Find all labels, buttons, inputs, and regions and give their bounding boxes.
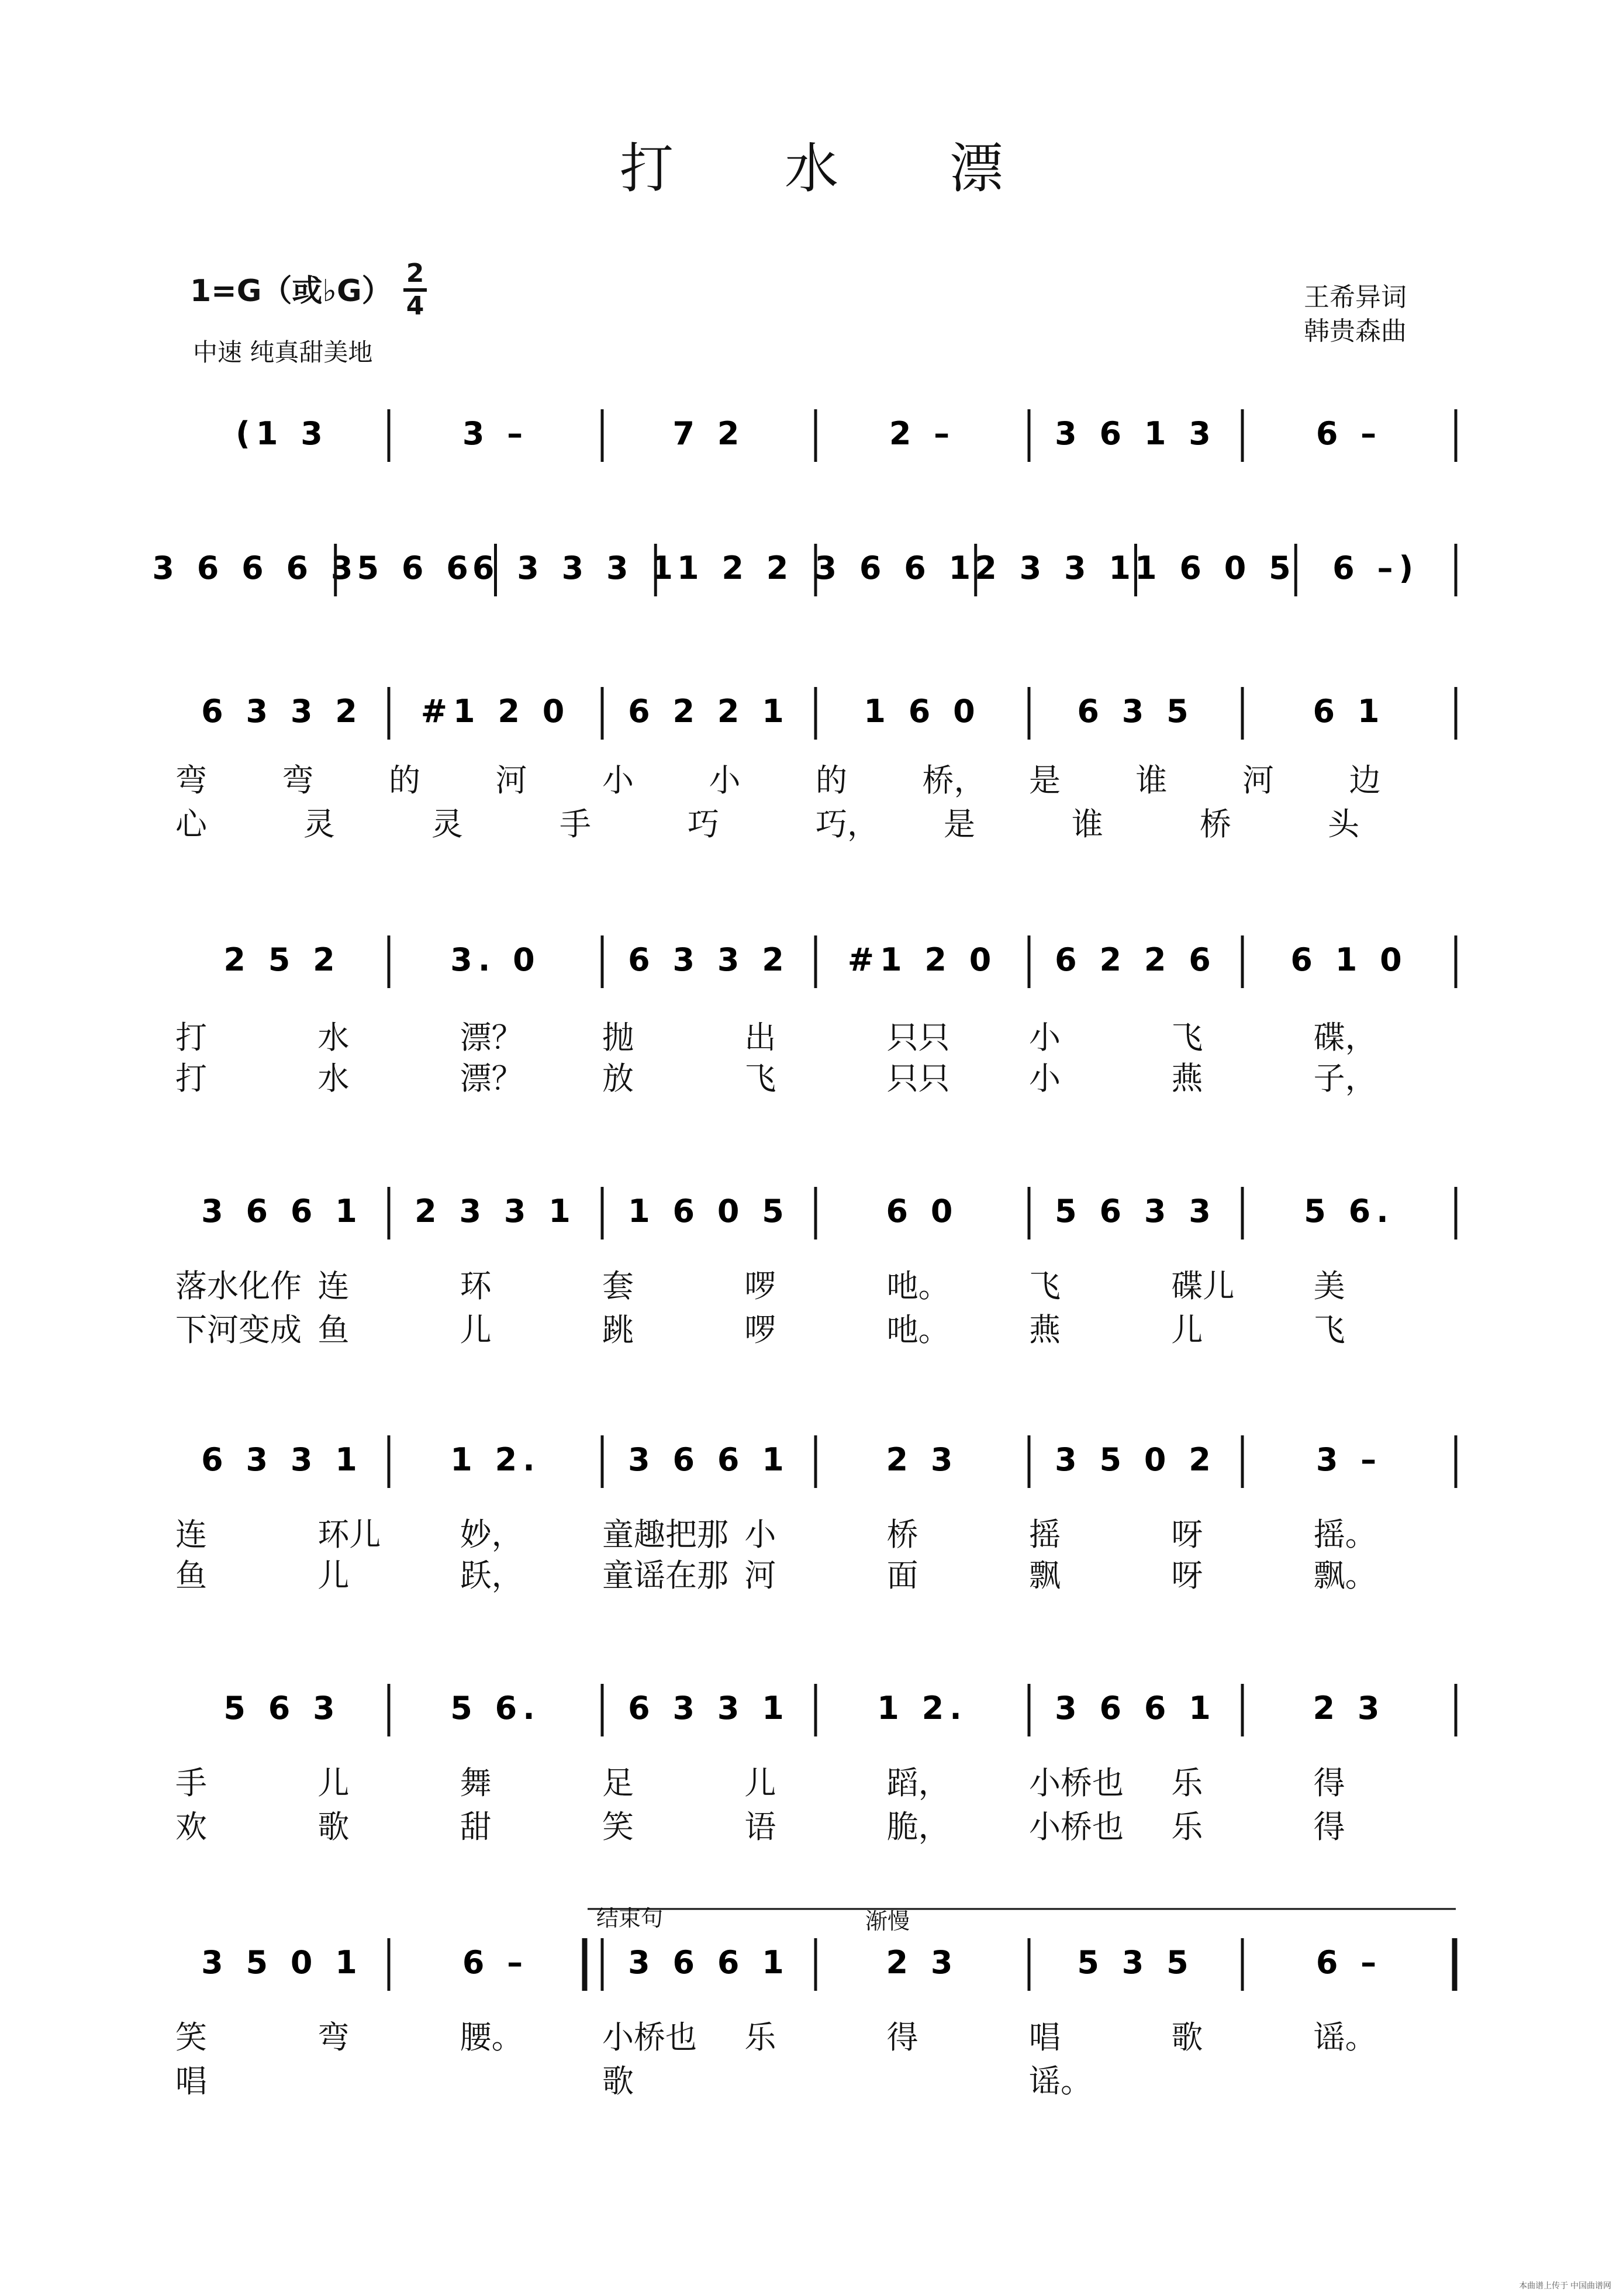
- lyric-word: 足: [602, 1765, 634, 1801]
- measure-notes: 5 6 6: [357, 550, 474, 586]
- measure-notes: 2 3 3 1: [415, 1193, 576, 1230]
- lyric-word: 啰: [744, 1268, 776, 1304]
- lyric-word: 出: [744, 1019, 776, 1056]
- measure-notes: 7 2: [672, 415, 745, 452]
- lyric-word: 小: [1029, 1019, 1061, 1056]
- measure-notes: (1 3: [236, 415, 329, 452]
- measure-notes: 6 1 0: [1290, 941, 1408, 978]
- lyric-word: 河: [744, 1557, 776, 1594]
- lyric-word: 河: [495, 762, 527, 799]
- lyric-word: 儿: [317, 1765, 350, 1801]
- lyric-word: 下河变成: [175, 1311, 302, 1348]
- key-signature: 1=G（或♭G）: [190, 274, 392, 309]
- measure-notes: 5 3 5: [1077, 1944, 1194, 1981]
- lyric-word: 摇。: [1313, 1516, 1377, 1553]
- measure-notes: 1 6 0: [864, 693, 981, 730]
- measure-notes: 6 –: [1315, 1944, 1383, 1981]
- lyric-word: 连: [317, 1268, 350, 1304]
- measure-notes: 6 2 2 6: [1055, 941, 1217, 978]
- lyric-word: 欢: [175, 1808, 207, 1845]
- lyric-line: [0, 1313, 1623, 1354]
- lyric-word: 的: [389, 762, 420, 799]
- lyric-word: 是: [944, 806, 975, 843]
- lyric-word: 童谣在那: [602, 1557, 728, 1594]
- lyric-line: [0, 1269, 1623, 1310]
- lyric-word: 桥: [1200, 806, 1231, 843]
- measure-notes: 2 3 3 1: [975, 550, 1137, 586]
- lyric-word: 燕: [1029, 1311, 1061, 1348]
- lyric-word: 飘: [1029, 1557, 1061, 1594]
- lyric-word: 巧: [688, 806, 719, 843]
- measure-notes: 1 2.: [450, 1441, 541, 1478]
- measure-notes: 2 3: [886, 1441, 959, 1478]
- lyric-word: 脆，: [886, 1808, 950, 1845]
- lyric-word: 碟儿: [1171, 1268, 1235, 1304]
- lyric-word: 乐: [744, 2019, 776, 2056]
- lyric-word: 笑: [175, 2019, 207, 2056]
- lyric-line: [0, 1810, 1623, 1850]
- lyric-word: 得: [886, 2019, 918, 2056]
- lyric-word: 面: [886, 1557, 918, 1594]
- lyric-word: 小: [709, 762, 741, 799]
- lyric-word: 啰: [744, 1311, 776, 1348]
- measure-notes: 6 2 2 1: [628, 693, 790, 730]
- measure-notes: 3 5 0 1: [201, 1944, 363, 1981]
- measure-notes: 2 3: [1313, 1690, 1386, 1727]
- lyric-word: 灵: [303, 806, 335, 843]
- lyric-word: 飞: [744, 1060, 776, 1097]
- lyric-word: 得: [1313, 1808, 1345, 1845]
- page-title: 打水漂: [619, 137, 1114, 200]
- measure-notes: 3 6 1 3: [1055, 415, 1217, 452]
- measure-notes: 6 0: [886, 1193, 959, 1230]
- lyric-word: 跃，: [460, 1557, 523, 1594]
- measure-notes: 6 1: [1313, 693, 1386, 730]
- lyric-word: 儿: [460, 1311, 492, 1348]
- lyric-line: [0, 1558, 1623, 1599]
- lyric-word: 桥: [886, 1516, 918, 1553]
- lyric-word: 飞: [1171, 1019, 1203, 1056]
- lyric-line: [0, 2020, 1623, 2061]
- lyric-word: 儿: [744, 1765, 776, 1801]
- lyric-word: 手: [175, 1765, 207, 1801]
- lyric-word: 儿: [317, 1557, 350, 1594]
- lyric-word: 飞: [1313, 1311, 1345, 1348]
- lyric-line: [0, 1020, 1623, 1061]
- lyric-word: 小: [602, 762, 634, 799]
- measure-notes: 3 –: [1315, 1441, 1383, 1478]
- measure-notes: 3 6 6 6 3: [152, 550, 359, 586]
- lyric-word: 环: [460, 1268, 492, 1304]
- lyric-word: 小: [1029, 1060, 1061, 1097]
- measure-notes: #1 2 0: [420, 693, 571, 730]
- measure-notes: 6 –: [462, 1944, 529, 1981]
- lyric-word: 小桥也: [1029, 1808, 1124, 1845]
- lyric-word: 吔。: [886, 1268, 950, 1304]
- lyricist: 王希异词: [1304, 282, 1407, 312]
- lyric-word: 的: [816, 762, 847, 799]
- lyric-word: 乐: [1171, 1765, 1203, 1801]
- lyric-word: 谁: [1135, 762, 1168, 799]
- lyric-word: 边: [1349, 762, 1381, 799]
- lyric-word: 小桥也: [1029, 1765, 1124, 1801]
- lyric-word: 落水化作: [175, 1268, 302, 1304]
- lyric-word: 头: [1328, 806, 1359, 843]
- lyric-word: 语: [744, 1808, 776, 1845]
- time-top: 2: [406, 258, 424, 288]
- lyric-word: 打: [175, 1060, 207, 1097]
- lyric-word: 弯: [317, 2019, 350, 2056]
- measure-notes: 1 6 0 5: [1135, 550, 1297, 586]
- lyric-word: 套: [602, 1268, 634, 1304]
- lyric-word: 只只: [886, 1060, 950, 1097]
- measure-notes: 6 3 5: [1077, 693, 1194, 730]
- footer-credit: 本曲谱上传于 中国曲谱网: [1519, 2281, 1611, 2290]
- lyric-line: [0, 1766, 1623, 1807]
- measure-notes: 3 6 6 1: [628, 1944, 790, 1981]
- lyric-word: 巧，: [816, 806, 879, 843]
- lyric-word: 小桥也: [602, 2019, 697, 2056]
- lyric-word: 谁: [1072, 806, 1103, 843]
- measure-notes: #1 2 0: [847, 941, 997, 978]
- measure-notes: 3 5 0 2: [1055, 1441, 1217, 1478]
- measure-notes: 5 6 3: [223, 1690, 341, 1727]
- tempo-marking: 中速 纯真甜美地: [193, 338, 373, 367]
- lyric-word: 呀: [1171, 1557, 1203, 1594]
- lyric-word: 飞: [1029, 1268, 1061, 1304]
- lyric-word: 水: [317, 1019, 350, 1056]
- lyric-word: 笑: [602, 1808, 634, 1845]
- measure-notes: 5 6 3 3: [1055, 1193, 1217, 1230]
- lyric-word: 河: [1242, 762, 1274, 799]
- lyric-line: [0, 763, 1623, 804]
- measure-notes: 6 –: [1315, 415, 1383, 452]
- measure-notes: 2 5 2: [223, 941, 341, 978]
- lyric-word: 甜: [460, 1808, 492, 1845]
- lyric-word: 唱: [175, 2063, 207, 2100]
- lyric-word: 摇: [1029, 1516, 1061, 1553]
- lyric-word: 弯: [282, 762, 314, 799]
- lyric-word: 舞: [460, 1765, 492, 1801]
- lyric-word: 跳: [602, 1311, 634, 1348]
- rit-label: 渐慢: [865, 1908, 910, 1934]
- lyric-word: 桥，: [922, 762, 986, 799]
- lyric-word: 心: [175, 806, 207, 843]
- lyric-word: 漂？: [460, 1019, 523, 1056]
- lyric-word: 谣。: [1313, 2019, 1377, 2056]
- lyric-word: 谣。: [1029, 2063, 1092, 2100]
- measure-notes: 3 6 6 1: [1055, 1690, 1217, 1727]
- lyric-word: 环儿: [317, 1516, 381, 1553]
- lyric-word: 只只: [886, 1019, 950, 1056]
- lyric-word: 呀: [1171, 1516, 1203, 1553]
- lyric-word: 子，: [1313, 1060, 1377, 1097]
- lyric-word: 燕: [1171, 1060, 1203, 1097]
- measure-notes: 1 6 0 5: [628, 1193, 790, 1230]
- lyric-word: 鱼: [175, 1557, 207, 1594]
- lyric-word: 腰。: [460, 2019, 523, 2056]
- lyric-word: 灵: [431, 806, 463, 843]
- measure-notes: 3 6 6 1: [201, 1193, 363, 1230]
- ending-label: 结束句: [596, 1905, 664, 1931]
- measure-notes: 3 6 6 1: [628, 1441, 790, 1478]
- lyric-word: 水: [317, 1060, 350, 1097]
- lyric-word: 漂？: [460, 1060, 523, 1097]
- measure-notes: 6 3 3 3 1: [472, 550, 679, 586]
- measure-notes: 3. 0: [450, 941, 541, 978]
- composer: 韩贵森曲: [1304, 316, 1407, 346]
- lyric-word: 碟，: [1313, 1019, 1377, 1056]
- measure-notes: 6 3 3 2: [628, 941, 790, 978]
- measure-notes: 3 6 6 1: [814, 550, 977, 586]
- time-bottom: 4: [406, 291, 424, 321]
- lyric-word: 蹈，: [886, 1765, 950, 1801]
- measure-notes: 6 3 3 1: [201, 1441, 363, 1478]
- lyric-word: 妙，: [460, 1516, 523, 1553]
- measure-notes: 2 –: [889, 415, 956, 452]
- lyric-word: 抛: [602, 1019, 634, 1056]
- lyric-word: 放: [602, 1060, 634, 1097]
- measure-notes: 5 6.: [450, 1690, 541, 1727]
- lyric-word: 弯: [175, 762, 207, 799]
- lyric-word: 美: [1313, 1268, 1345, 1304]
- measure-notes: 1 2 2: [676, 550, 795, 586]
- lyric-word: 是: [1029, 762, 1061, 799]
- lyric-word: 吔。: [886, 1311, 950, 1348]
- lyric-line: [0, 1517, 1623, 1558]
- lyric-word: 小: [744, 1516, 776, 1553]
- lyric-word: 打: [175, 1019, 207, 1056]
- lyric-word: 儿: [1171, 1311, 1203, 1348]
- lyric-word: 乐: [1171, 1808, 1203, 1845]
- lyric-word: 唱: [1029, 2019, 1061, 2056]
- measure-notes: 6 3 3 2: [201, 693, 363, 730]
- measure-notes: 3 –: [462, 415, 529, 452]
- measure-notes: 2 3: [886, 1944, 959, 1981]
- lyric-word: 鱼: [317, 1311, 350, 1348]
- measure-notes: 1 2.: [877, 1690, 968, 1727]
- lyric-word: 得: [1313, 1765, 1345, 1801]
- measure-notes: 5 6.: [1304, 1193, 1394, 1230]
- lyric-line: [0, 2064, 1623, 2105]
- lyric-line: [0, 1061, 1623, 1102]
- lyric-word: 歌: [317, 1808, 350, 1845]
- lyric-word: 童趣把那: [602, 1516, 728, 1553]
- lyric-word: 飘。: [1313, 1557, 1377, 1594]
- lyric-word: 手: [560, 806, 591, 843]
- lyric-word: 歌: [1171, 2019, 1203, 2056]
- measure-notes: 6 3 3 1: [628, 1690, 790, 1727]
- lyric-word: 连: [175, 1516, 207, 1553]
- lyric-line: [0, 807, 1623, 848]
- lyric-word: 歌: [602, 2063, 634, 2100]
- measure-notes: 6 –): [1332, 550, 1420, 586]
